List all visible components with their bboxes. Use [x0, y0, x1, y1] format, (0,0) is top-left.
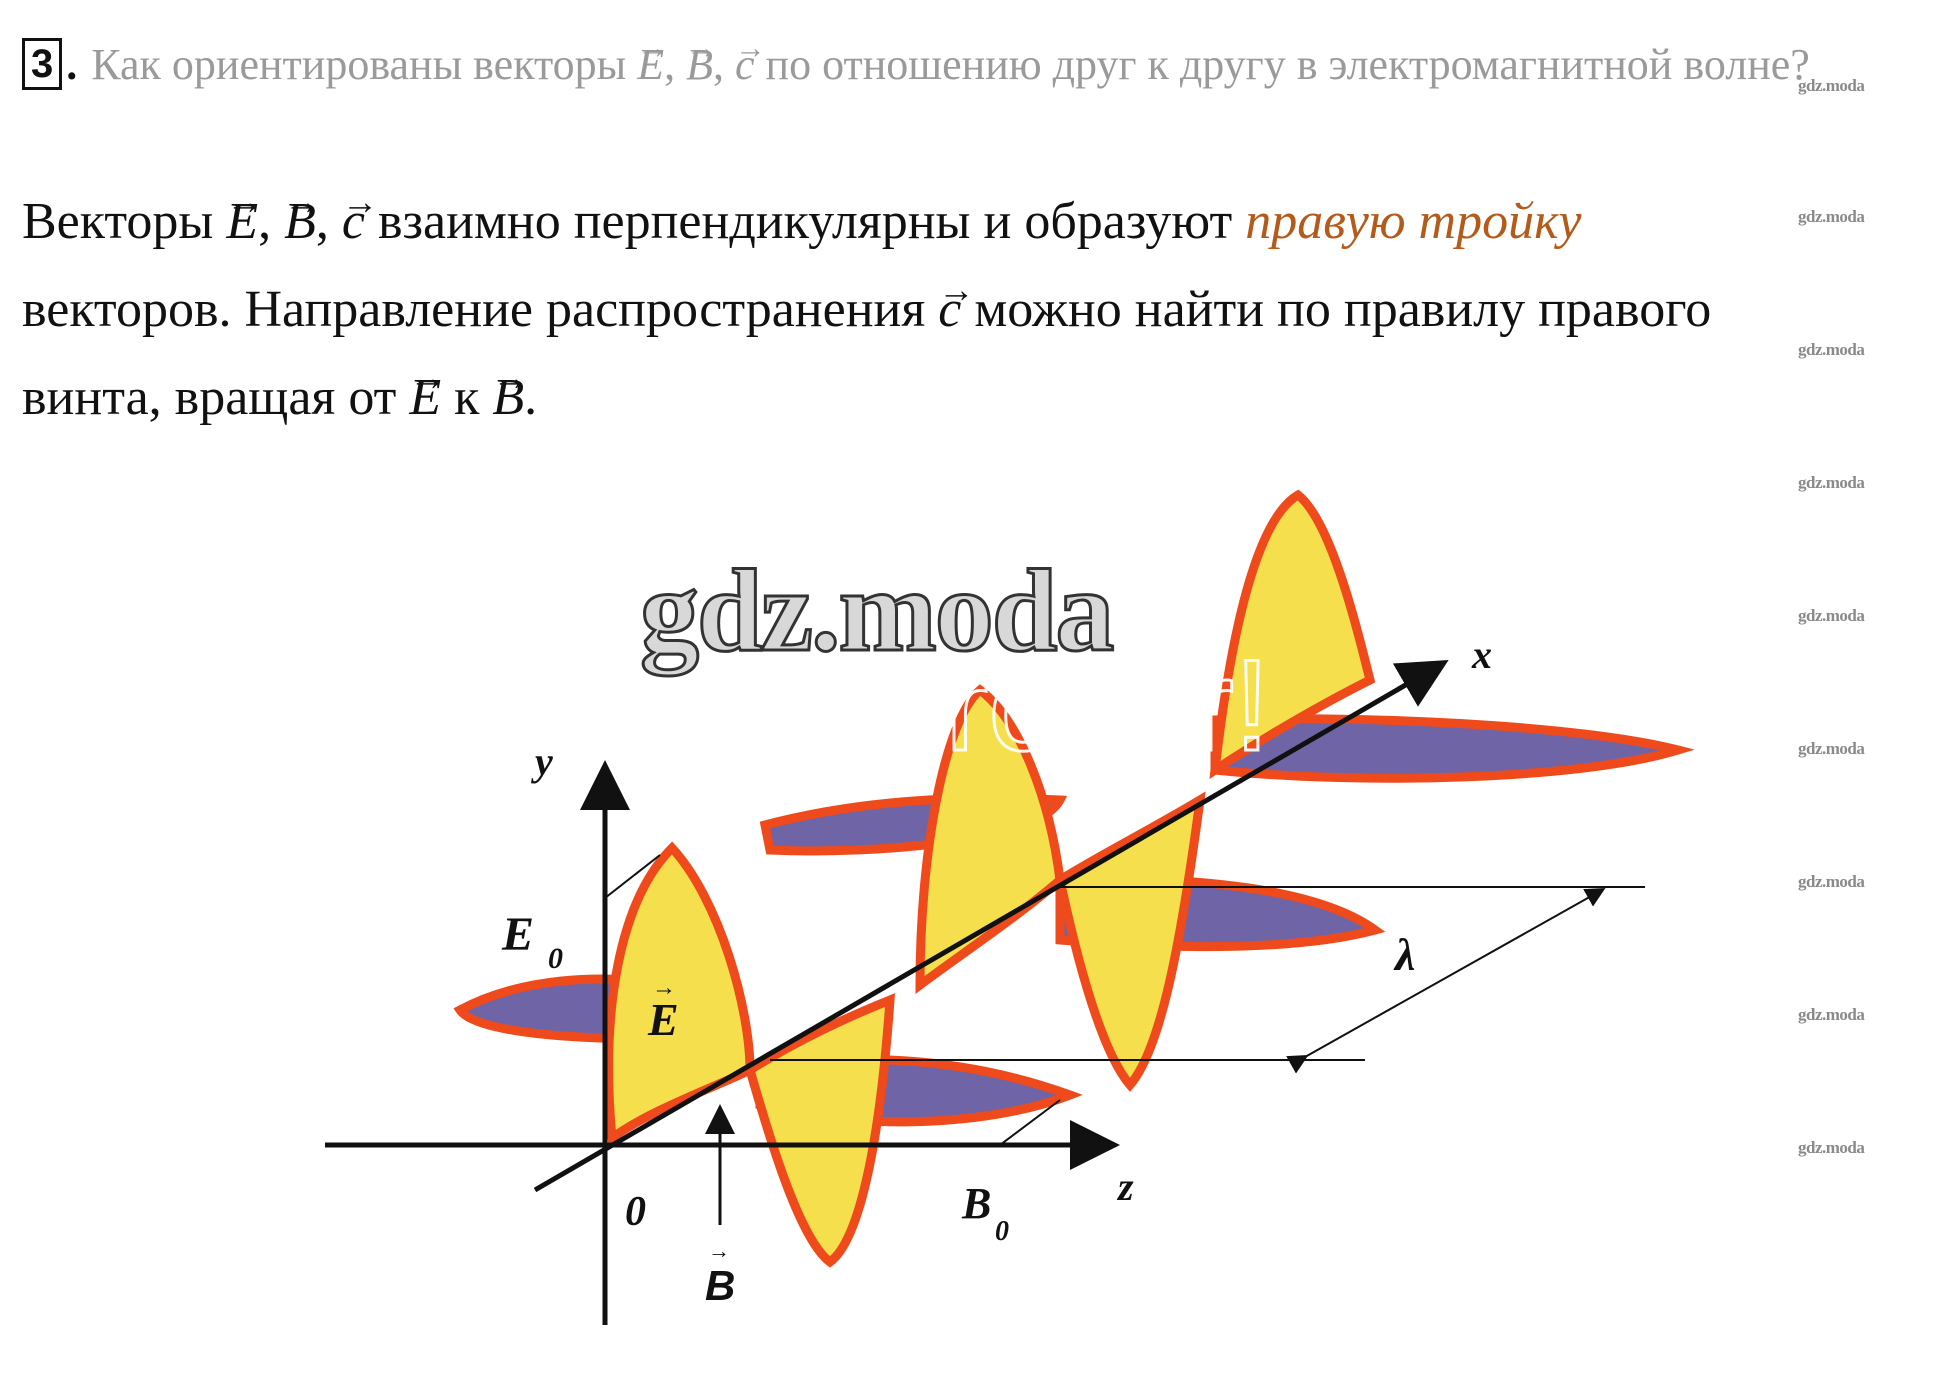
- answer-text-run: можно найти по правилу правого: [961, 281, 1712, 338]
- right-triple-link[interactable]: правую тройку: [1245, 193, 1582, 250]
- b0-label: B: [962, 1179, 992, 1228]
- question-part-1: Как ориентированы векторы: [91, 40, 638, 89]
- watermark-small: gdz.moda: [1798, 1005, 1865, 1024]
- vector-b-symbol: → B: [686, 28, 713, 102]
- answer-text-run: к: [441, 369, 493, 426]
- watermark-small: gdz.moda: [1798, 207, 1865, 226]
- answer-separator: ,: [315, 193, 342, 250]
- vector-e-symbol: → E: [637, 28, 664, 102]
- ghost-watermark: rc Or!: [945, 632, 1270, 778]
- lambda-label: λ: [1395, 929, 1416, 980]
- answer-text-run: Векторы: [22, 193, 227, 250]
- vector-c-symbol: → c: [938, 266, 961, 354]
- watermark-small: gdz.moda: [1798, 606, 1865, 625]
- vector-b-symbol: → B: [284, 178, 316, 266]
- vector-e-symbol: → E: [409, 354, 441, 442]
- e-vector-label: E: [648, 994, 679, 1045]
- origin-label: 0: [625, 1189, 646, 1235]
- e-vector-arrow-glyph: →: [652, 975, 676, 1001]
- question-part-2: по отношению друг к другу в электромагнитной волне?: [754, 40, 1810, 89]
- vector-c-symbol: → c: [735, 28, 755, 102]
- watermark-small: gdz.moda: [1798, 340, 1865, 359]
- b0-subscript: 0: [995, 1216, 1009, 1247]
- e0-subscript: 0: [548, 942, 563, 975]
- vector-b-symbol: → B: [492, 354, 524, 442]
- x-axis-label: x: [1472, 632, 1492, 677]
- vector-c-symbol: → c: [342, 178, 365, 266]
- e0-label: E: [502, 908, 535, 961]
- e-lobe: [609, 848, 750, 1138]
- z-axis-label: z: [1118, 1164, 1134, 1209]
- answer-text-run: .: [524, 369, 538, 426]
- b-vector-label: B: [705, 1262, 736, 1309]
- answer-text-run: взаимно перпендикулярны и образуют: [364, 193, 1246, 250]
- watermark-small: gdz.moda: [1798, 872, 1865, 891]
- e-lobe: [750, 1000, 890, 1262]
- answer-separator: ,: [258, 193, 285, 250]
- vector-e-symbol: → E: [226, 178, 258, 266]
- watermark-small: gdz.moda: [1798, 1138, 1865, 1157]
- watermark-small: gdz.moda: [1798, 76, 1865, 95]
- question-separator: ,: [664, 40, 687, 89]
- question-number-dot: .: [66, 40, 78, 89]
- answer-text-run: векторов. Направление распространения: [22, 281, 939, 338]
- big-watermark: gdz.moda: [640, 545, 1113, 676]
- b-vector-arrow-glyph: →: [708, 1238, 730, 1263]
- y-axis-label: y: [535, 739, 553, 784]
- answer-text-run: винта, вращая от: [22, 369, 410, 426]
- question-separator: ,: [713, 40, 735, 89]
- watermark-small: gdz.moda: [1798, 739, 1865, 758]
- question-number: 3: [22, 38, 62, 90]
- watermark-small: gdz.moda: [1798, 473, 1865, 492]
